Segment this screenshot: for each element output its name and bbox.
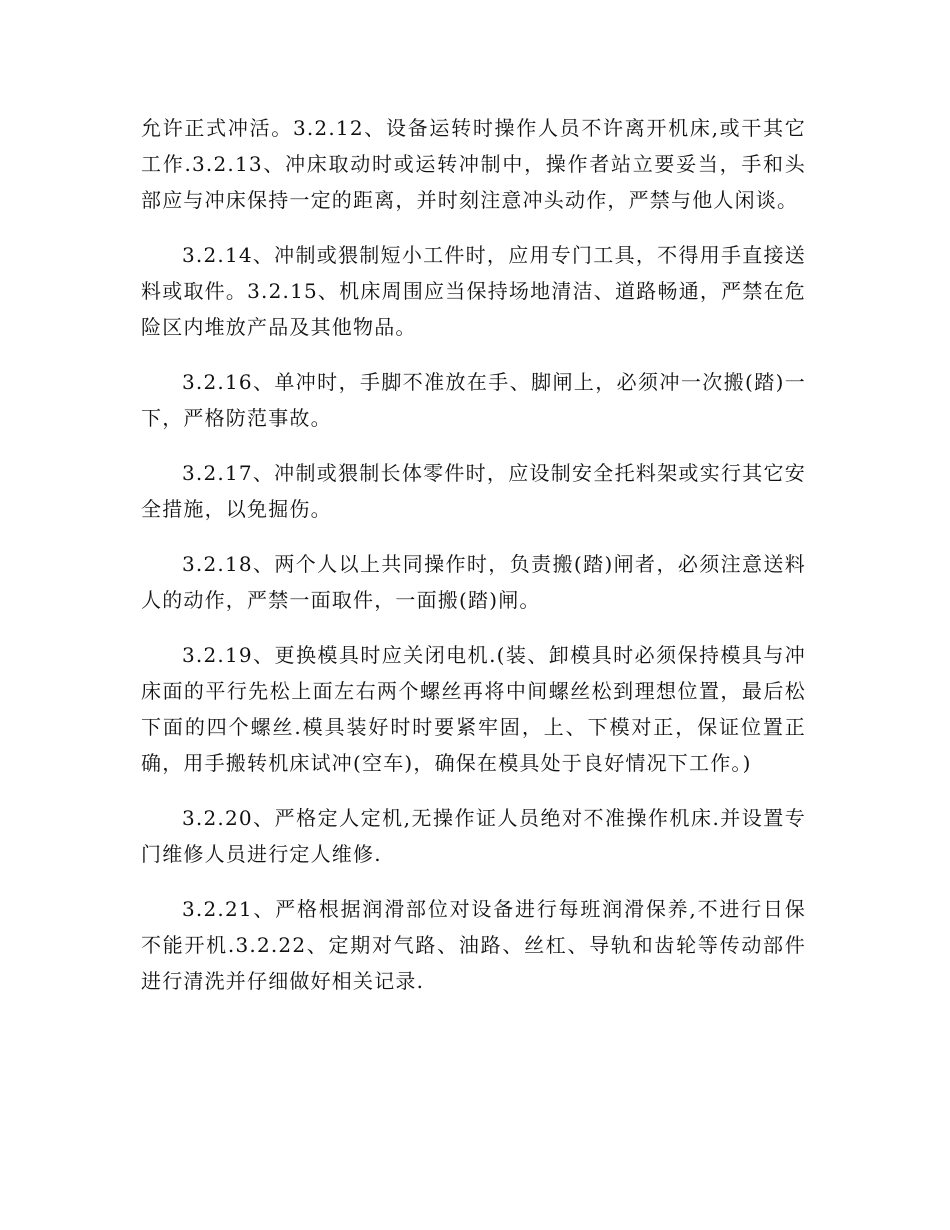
- paragraph-7: 3.2.20、严格定人定机,无操作证人员绝对不准操作机床.并设置专门维修人员进行定人维修.: [141, 806, 806, 866]
- paragraph-4: 3.2.17、冲制或猥制长体零件时，应设制安全托料架或实行其它安全措施，以免掘伤。: [141, 461, 806, 521]
- paragraph-5: 3.2.18、两个人以上共同操作时，负责搬(踏)闸者，必须注意送料人的动作，严禁一面取件，一面搬(踏)闸。: [141, 552, 806, 612]
- paragraph-8: 3.2.21、严格根据润滑部位对设备进行每班润滑保养,不进行日保不能开机.3.2.22、定期对气路、油路、丝杠、导轨和齿轮等传动部件进行清洗并仔细做好相关记录.: [141, 897, 806, 993]
- paragraph-2: 3.2.14、冲制或猥制短小工件时，应用专门工具，不得用手直接送料或取件。3.2.15、机床周围应当保持场地清洁、道路畅通，严禁在危险区内堆放产品及其他物品。: [141, 243, 806, 339]
- paragraph-3: 3.2.16、单冲时，手脚不准放在手、脚闸上，必须冲一次搬(踏)一下，严格防范事故。: [141, 370, 806, 430]
- paragraph-6: 3.2.19、更换模具时应关闭电机.(装、卸模具时必须保持模具与冲床面的平行先松上面左右两个螺丝再将中间螺丝松到理想位置，最后松下面的四个螺丝.模具装好时时要紧牢固，上、下模对正，保证位置正确，用手搬转机床试冲(空车)，确保在模具处于良好情况下工作。): [141, 643, 806, 775]
- document-body: [141, 110, 806, 1018]
- paragraph-1: 允许正式冲活。3.2.12、设备运转时操作人员不许离开机床,或干其它工作.3.2.13、冲床取动时或运转冲制中，操作者站立要妥当，手和头部应与冲床保持一定的距离，并时刻注意冲头动作，严禁与他人闲谈。: [141, 116, 806, 212]
